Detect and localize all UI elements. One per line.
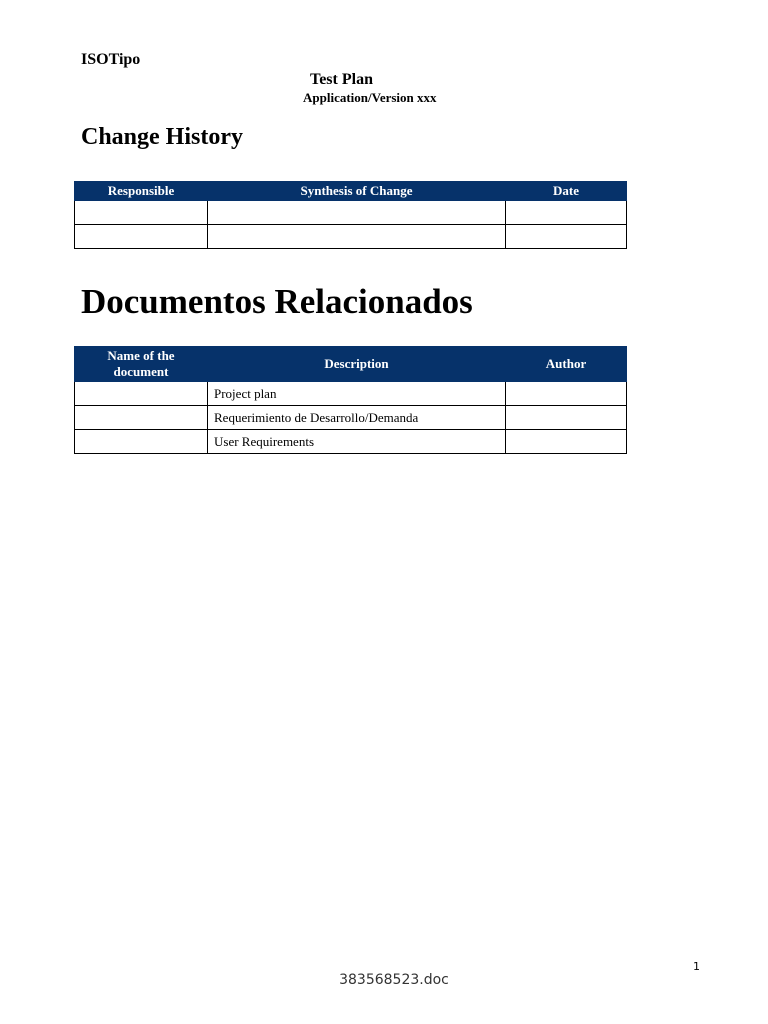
column-header-author: Author [506, 347, 627, 382]
document-subtitle: Application/Version xxx [303, 90, 437, 105]
related-documents-heading: Documentos Relacionados [81, 282, 473, 321]
table-cell[interactable] [506, 406, 627, 430]
footer-filename: 383568523.doc [339, 972, 449, 988]
table-cell[interactable] [506, 225, 627, 249]
table-cell[interactable] [75, 225, 208, 249]
logo-text: ISOTipo [81, 51, 141, 68]
table-cell[interactable] [75, 406, 208, 430]
table-cell[interactable] [506, 382, 627, 406]
table-row [75, 430, 627, 454]
table-row [75, 225, 627, 249]
table-cell[interactable] [506, 201, 627, 225]
table-cell[interactable] [208, 201, 506, 225]
table-header-row [75, 347, 627, 382]
change-history-heading: Change History [81, 124, 243, 150]
document-title: Test Plan [310, 71, 373, 88]
table-cell[interactable] [75, 382, 208, 406]
column-header-description: Description [208, 347, 506, 382]
table-cell[interactable] [506, 430, 627, 454]
table-row [75, 382, 627, 406]
change-history-table [74, 181, 627, 249]
table-cell[interactable] [208, 225, 506, 249]
column-header-responsible: Responsible [75, 182, 208, 201]
table-cell[interactable]: Project plan [208, 382, 506, 406]
table-cell[interactable]: Requerimiento de Desarrollo/Demanda [208, 406, 506, 430]
table-header-row [75, 182, 627, 201]
table-cell[interactable] [75, 201, 208, 225]
related-documents-table [74, 346, 627, 454]
table-row [75, 201, 627, 225]
table-row [75, 406, 627, 430]
column-header-date: Date [506, 182, 627, 201]
table-cell[interactable]: User Requirements [208, 430, 506, 454]
column-header-synthesis-of-change: Synthesis of Change [208, 182, 506, 201]
column-header-name-of-document: Name of the document [75, 347, 208, 382]
page-number: 1 [693, 960, 700, 973]
table-cell[interactable] [75, 430, 208, 454]
